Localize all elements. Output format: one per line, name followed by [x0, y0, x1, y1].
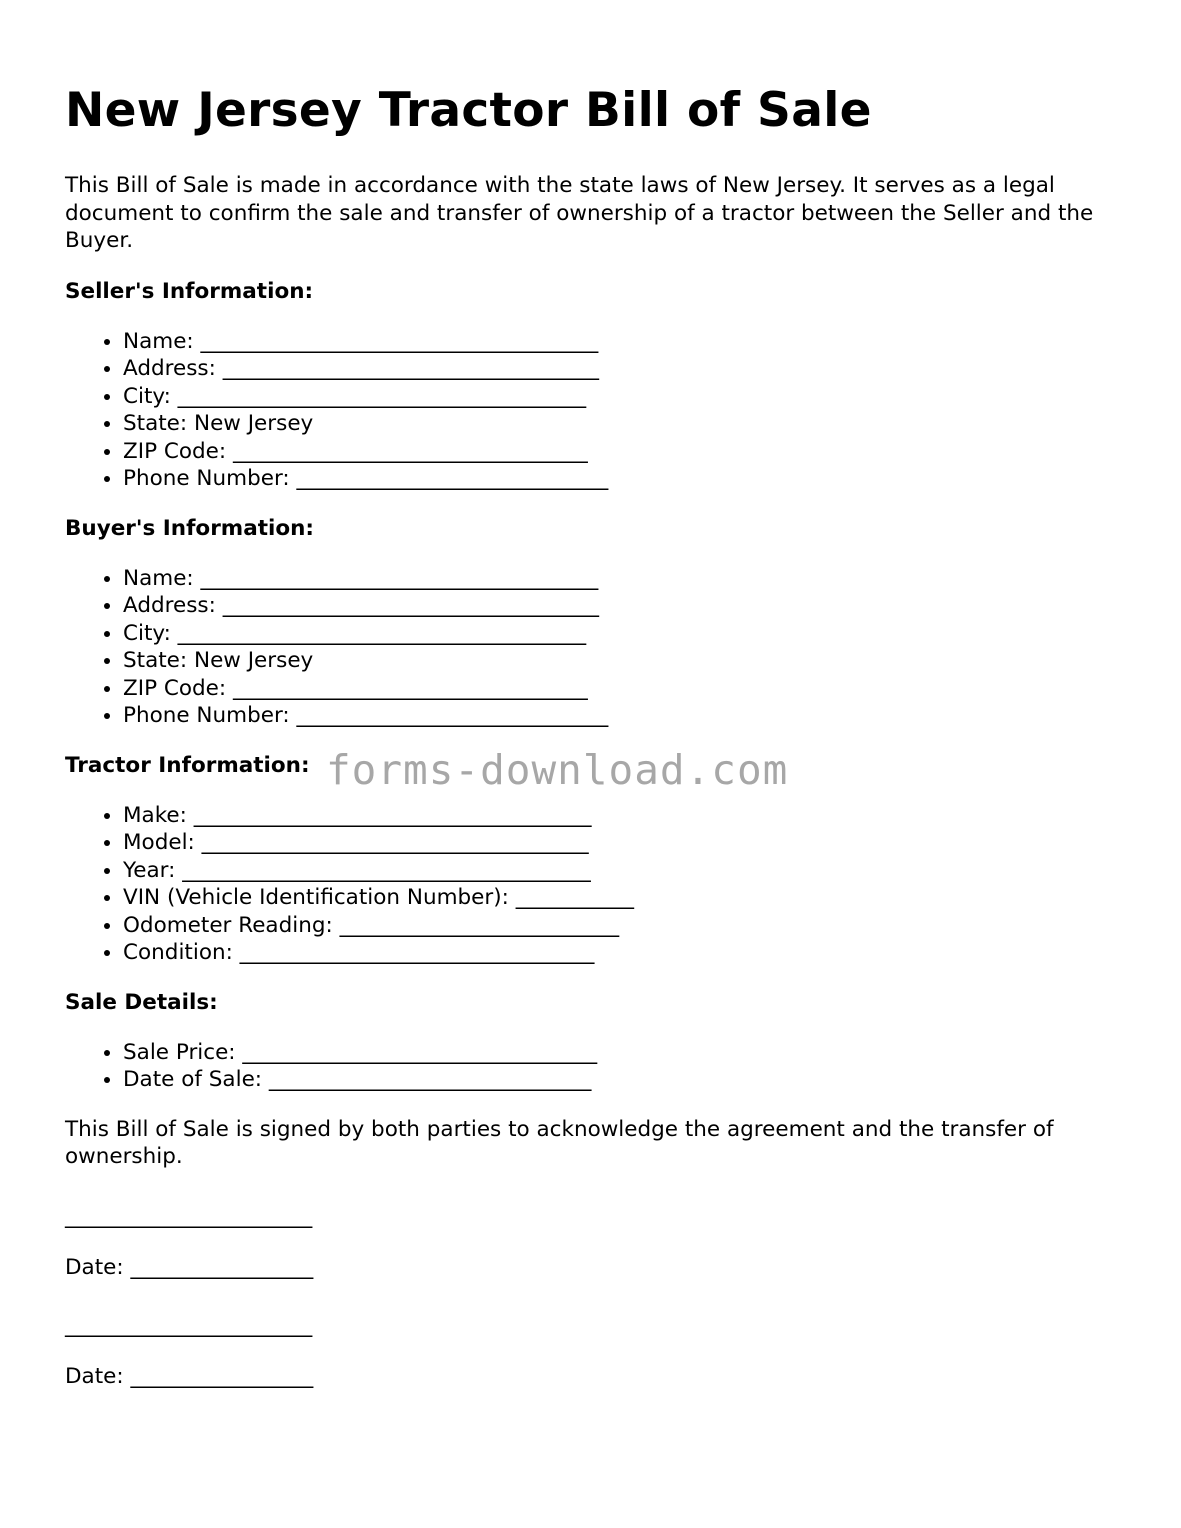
buyer-date-line: Date: _________________: [65, 1364, 314, 1389]
tractor-make-field: • Make: _____________________________________: [123, 802, 1125, 830]
seller-heading: Seller's Information:: [65, 278, 314, 304]
buyer-address-field: • Address: ___________________________________: [123, 592, 1125, 620]
seller-signature-line: _______________________: [65, 1203, 313, 1229]
buyer-phone-field: • Phone Number: _____________________________: [123, 702, 1125, 730]
seller-field-list: [65, 328, 1125, 493]
buyer-name-field: • Name: _____________________________________: [123, 565, 1125, 593]
seller-city-field: • City: ______________________________________: [123, 383, 1125, 411]
tractor-model-field: • Model: ____________________________________: [123, 829, 1125, 857]
seller-name-field: • Name: _____________________________________: [123, 328, 1125, 356]
sale-price-field: • Sale Price: _________________________________: [123, 1039, 1125, 1067]
seller-phone-field: • Phone Number: _____________________________: [123, 465, 1125, 493]
buyer-field-list: [65, 565, 1125, 730]
buyer-city-field: • City: ______________________________________: [123, 620, 1125, 648]
seller-zip-field: • ZIP Code: _________________________________: [123, 438, 1125, 466]
buyer-heading: Buyer's Information:: [65, 515, 315, 541]
buyer-state-field: • State: New Jersey: [123, 647, 1125, 675]
tractor-vin-field: • VIN (Vehicle Identification Number): ___________: [123, 884, 1125, 912]
sale-heading: Sale Details:: [65, 989, 218, 1015]
seller-date-line: Date: _________________: [65, 1255, 314, 1280]
buyer-zip-field: • ZIP Code: _________________________________: [123, 675, 1125, 703]
seller-state-field: • State: New Jersey: [123, 410, 1125, 438]
tractor-field-list: [65, 802, 1125, 967]
buyer-signature-line: _______________________: [65, 1312, 313, 1338]
seller-address-field: • Address: ___________________________________: [123, 355, 1125, 383]
sale-date-field: • Date of Sale: ______________________________: [123, 1066, 1125, 1094]
closing-paragraph: This Bill of Sale is signed by both parties to acknowledge the agreement and the transfer of ownership.: [65, 1116, 1054, 1169]
document-page: [65, 80, 1125, 1391]
tractor-year-field: • Year: ______________________________________: [123, 857, 1125, 885]
intro-paragraph: This Bill of Sale is made in accordance with the state laws of New Jersey. It serves as a legal document to confirm the sale and transfer of ownership of a tractor between the Seller and the Buyer.: [65, 173, 1094, 253]
watermark-text: forms-download.com: [326, 746, 789, 794]
tractor-heading: Tractor Information:: [65, 752, 310, 778]
sale-field-list: [65, 1039, 1125, 1094]
page-title: New Jersey Tractor Bill of Sale: [65, 83, 872, 138]
tractor-condition-field: • Condition: _________________________________: [123, 939, 1125, 967]
tractor-odometer-field: • Odometer Reading: __________________________: [123, 912, 1125, 940]
